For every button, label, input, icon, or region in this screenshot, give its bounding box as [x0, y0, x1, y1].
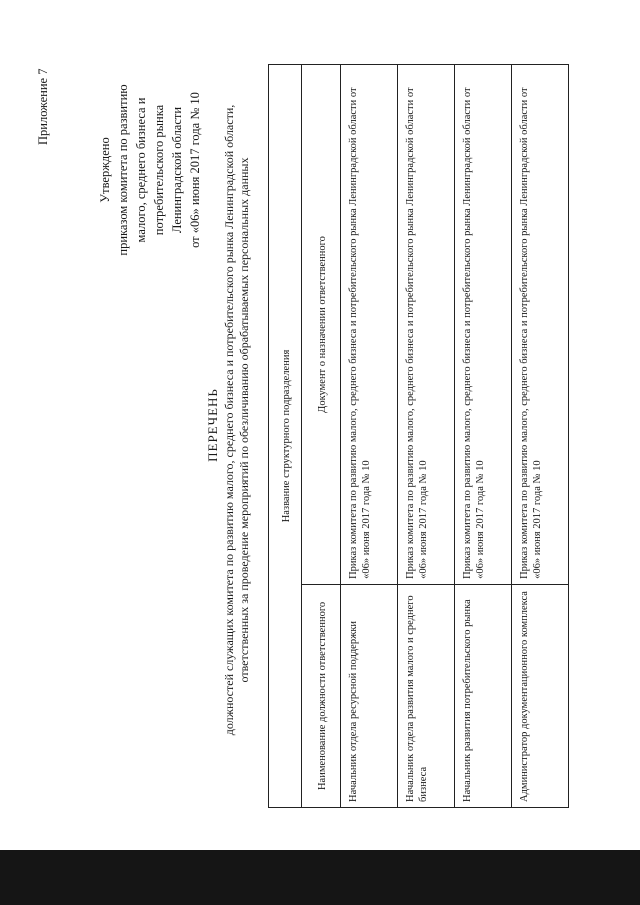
approval-line: потребительского рынка — [152, 104, 166, 236]
position-cell: Начальник отдела развития малого и среднего бизнеса — [398, 584, 455, 807]
document-subtitle — [222, 50, 252, 790]
document-cell: Приказ комитета по развитию малого, среднего бизнеса и потребительского рынка Ленинградской области от «06» июня 2017 года № 10 — [455, 65, 512, 585]
table-group-header-row — [269, 65, 302, 808]
position-cell: Начальник развития потребительского рынка — [455, 584, 512, 807]
table-row — [512, 65, 569, 808]
subtitle-line: ответственных за проведение мероприятий по обезличиванию обрабатываемых персональных данных — [237, 157, 251, 683]
table-row — [398, 65, 455, 808]
column-header-position: Наименование должности ответственного — [302, 584, 341, 807]
document-cell: Приказ комитета по развитию малого, среднего бизнеса и потребительского рынка Ленинградской области от «06» июня 2017 года № 10 — [398, 65, 455, 585]
position-cell: Администратор документационного комплекса — [512, 584, 569, 807]
approval-line: приказом комитета по развитию — [116, 84, 130, 256]
document-cell: Приказ комитета по развитию малого, среднего бизнеса и потребительского рынка Ленинградской области от «06» июня 2017 года № 10 — [512, 65, 569, 585]
column-header-document: Документ о назначении ответственного — [302, 65, 341, 585]
table-row — [341, 65, 398, 808]
position-cell: Начальник отдела ресурсной поддержки — [341, 584, 398, 807]
group-header-cell: Название структурного подразделения — [269, 65, 302, 808]
scan-background-edge — [0, 850, 640, 905]
approval-line: Ленинградской области — [170, 106, 184, 234]
appendix-label: Приложение 7 — [36, 68, 50, 145]
document-cell: Приказ комитета по развитию малого, среднего бизнеса и потребительского рынка Ленинградской области от «06» июня 2017 года № 10 — [341, 65, 398, 585]
responsible-positions-table — [268, 64, 569, 808]
table-column-header-row — [302, 65, 341, 808]
approval-line: от «06» июня 2017 года № 10 — [188, 92, 202, 248]
document-title: ПЕРЕЧЕНЬ — [205, 388, 220, 462]
approval-line: Утверждено — [98, 137, 112, 203]
table-row — [455, 65, 512, 808]
approval-block — [96, 40, 204, 300]
approval-line: малого, среднего бизнеса и — [134, 97, 148, 243]
subtitle-line: должностей служащих комитета по развитию малого, среднего бизнеса и потребительского рынка Ленинградской области, — [222, 104, 236, 736]
